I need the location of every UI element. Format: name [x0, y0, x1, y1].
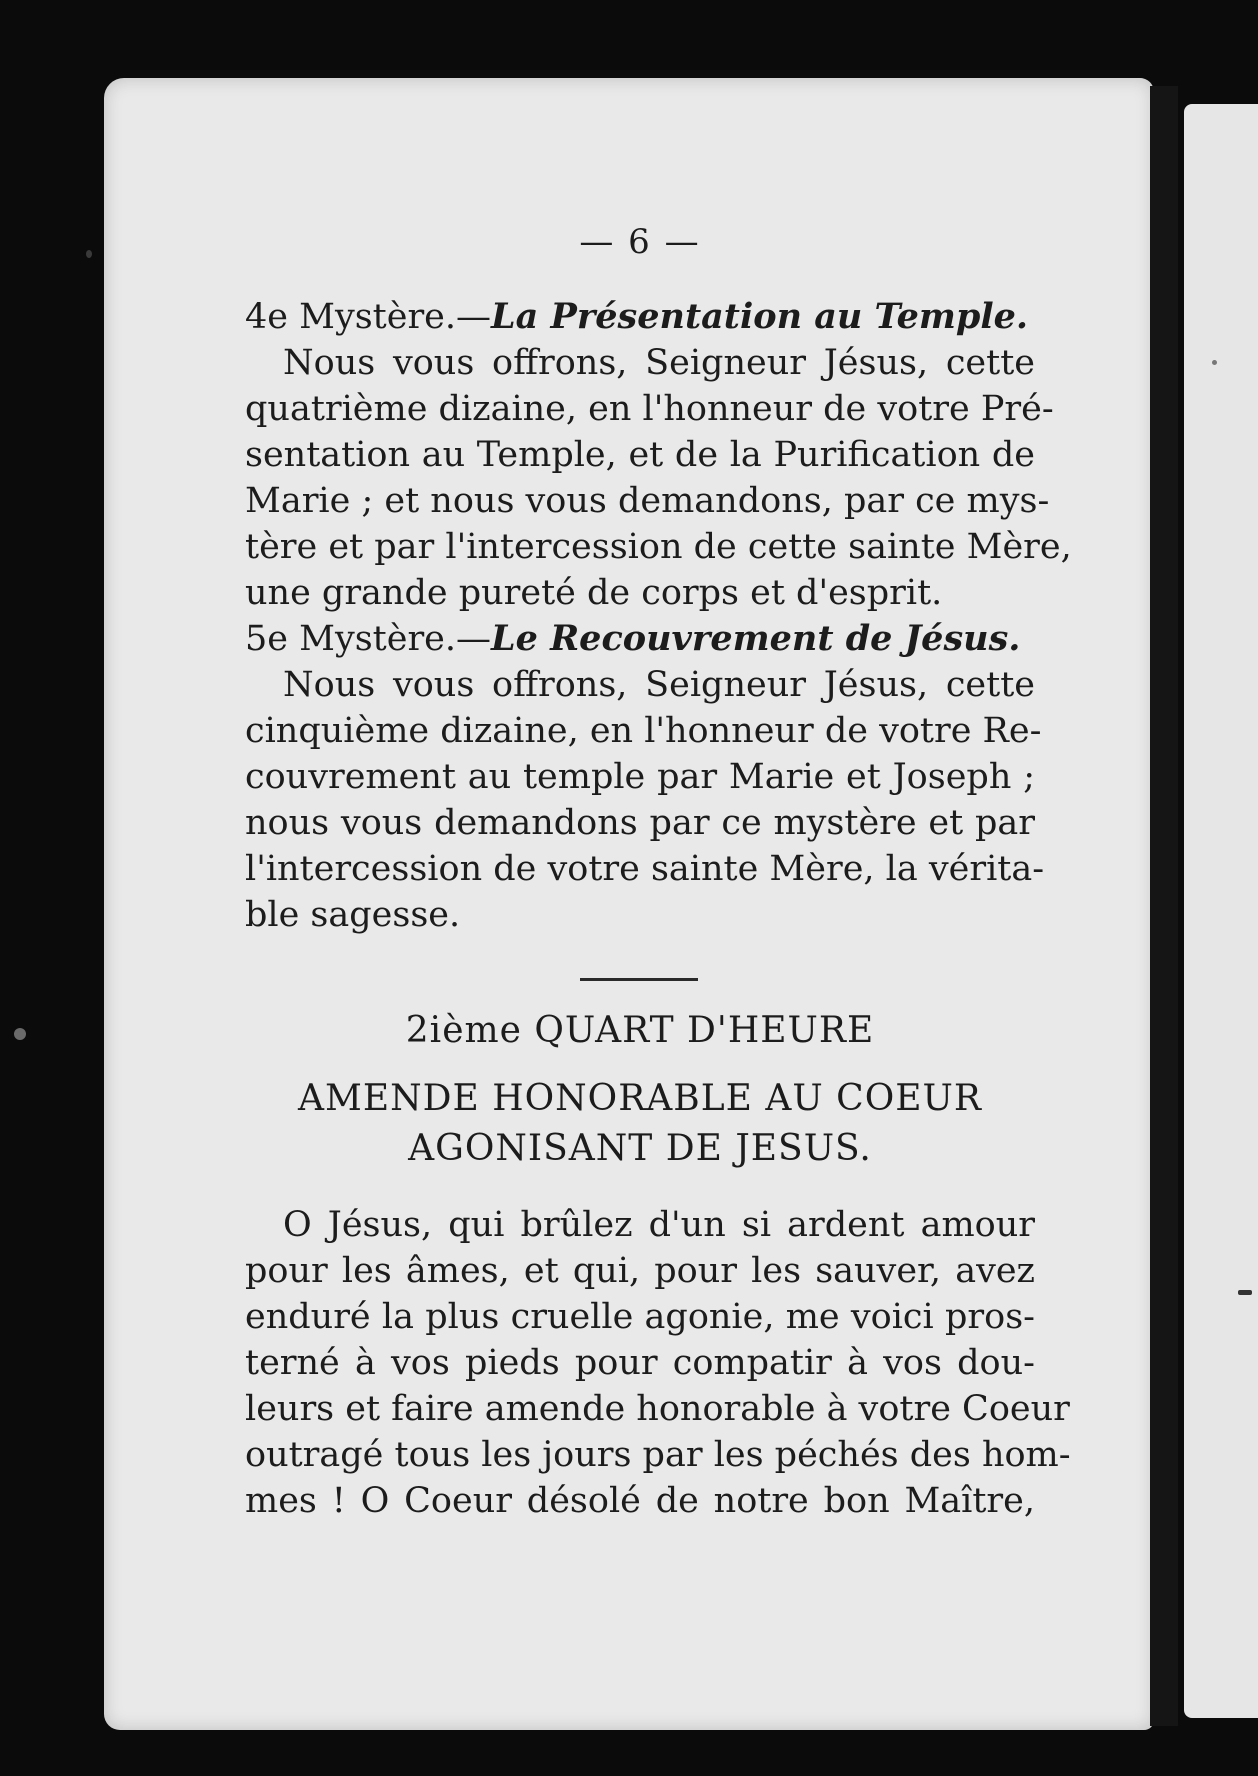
text-line: l'intercession de votre sainte Mère, la vérita-	[245, 849, 1045, 889]
text-line: Marie ; et nous vous demandons, par ce mys-	[245, 481, 1050, 521]
mystery-5-heading	[245, 616, 1035, 662]
text-line: Nous vous offrons, Seigneur Jésus, cette	[283, 343, 1035, 383]
text-line: O Jésus, qui brûlez d'un si ardent amour	[283, 1205, 1035, 1245]
mystery-5-prayer	[245, 662, 1045, 938]
mystery-4-title: La Présentation au Temple.	[491, 296, 1029, 337]
text-line: leurs et faire amende honorable à votre Coeur	[245, 1389, 1070, 1429]
text-line: pour les âmes, et qui, pour les sauver, avez	[245, 1251, 1035, 1291]
mystery-5-title: Le Recouvrement de Jésus.	[491, 618, 1021, 659]
mystery-4-prayer	[245, 340, 1072, 616]
scan-speck	[14, 1028, 26, 1040]
text-line: Nous vous offrons, Seigneur Jésus, cette	[283, 665, 1035, 705]
text-line: sentation au Temple, et de la Purification de	[245, 435, 1035, 475]
section-title-line-1: AMENDE HONORABLE AU COEUR	[298, 1078, 982, 1119]
text-line: quatrième dizaine, en l'honneur de votre Pré-	[245, 389, 1054, 429]
mystery-4-heading	[245, 294, 1035, 340]
quarter-hour-heading: 2ième QUART D'HEURE	[405, 1010, 875, 1051]
mystery-4-block	[245, 294, 1072, 616]
text-line: une grande pureté de corps et d'esprit.	[245, 573, 943, 613]
text-line: nous vous demandons par ce mystère et par	[245, 803, 1035, 843]
page-number: — 6 —	[579, 222, 701, 262]
book-gutter	[1150, 86, 1178, 1726]
text-line: couvrement au temple par Marie et Joseph ;	[245, 757, 1035, 797]
text-line: terné à vos pieds pour compatir à vos dou-	[245, 1343, 1035, 1383]
text-line: ble sagesse.	[245, 895, 461, 935]
text-line: tère et par l'intercession de cette sainte Mère,	[245, 527, 1072, 567]
text-line: outragé tous les jours par les péchés des hom-	[245, 1435, 1071, 1475]
prayer-paragraph	[245, 1202, 1071, 1524]
text-line: mes ! O Coeur désolé de notre bon Maître,	[245, 1481, 1035, 1521]
mystery-4-label: 4e Mystère.—	[245, 297, 492, 337]
section-divider	[580, 978, 698, 981]
text-line: enduré la plus cruelle agonie, me voici pros-	[245, 1297, 1035, 1337]
text-line: cinquième dizaine, en l'honneur de votre Re-	[245, 711, 1042, 751]
scan-speck	[1238, 1290, 1252, 1295]
section-title-line-2: AGONISANT DE JESUS.	[408, 1128, 872, 1169]
scan-speck	[1212, 360, 1217, 365]
mystery-5-label: 5e Mystère.—	[245, 619, 492, 659]
adjacent-page-edge	[1184, 104, 1258, 1718]
amende-honorable-prayer	[245, 1202, 1071, 1524]
scan-speck	[86, 250, 92, 258]
mystery-5-block	[245, 616, 1045, 938]
